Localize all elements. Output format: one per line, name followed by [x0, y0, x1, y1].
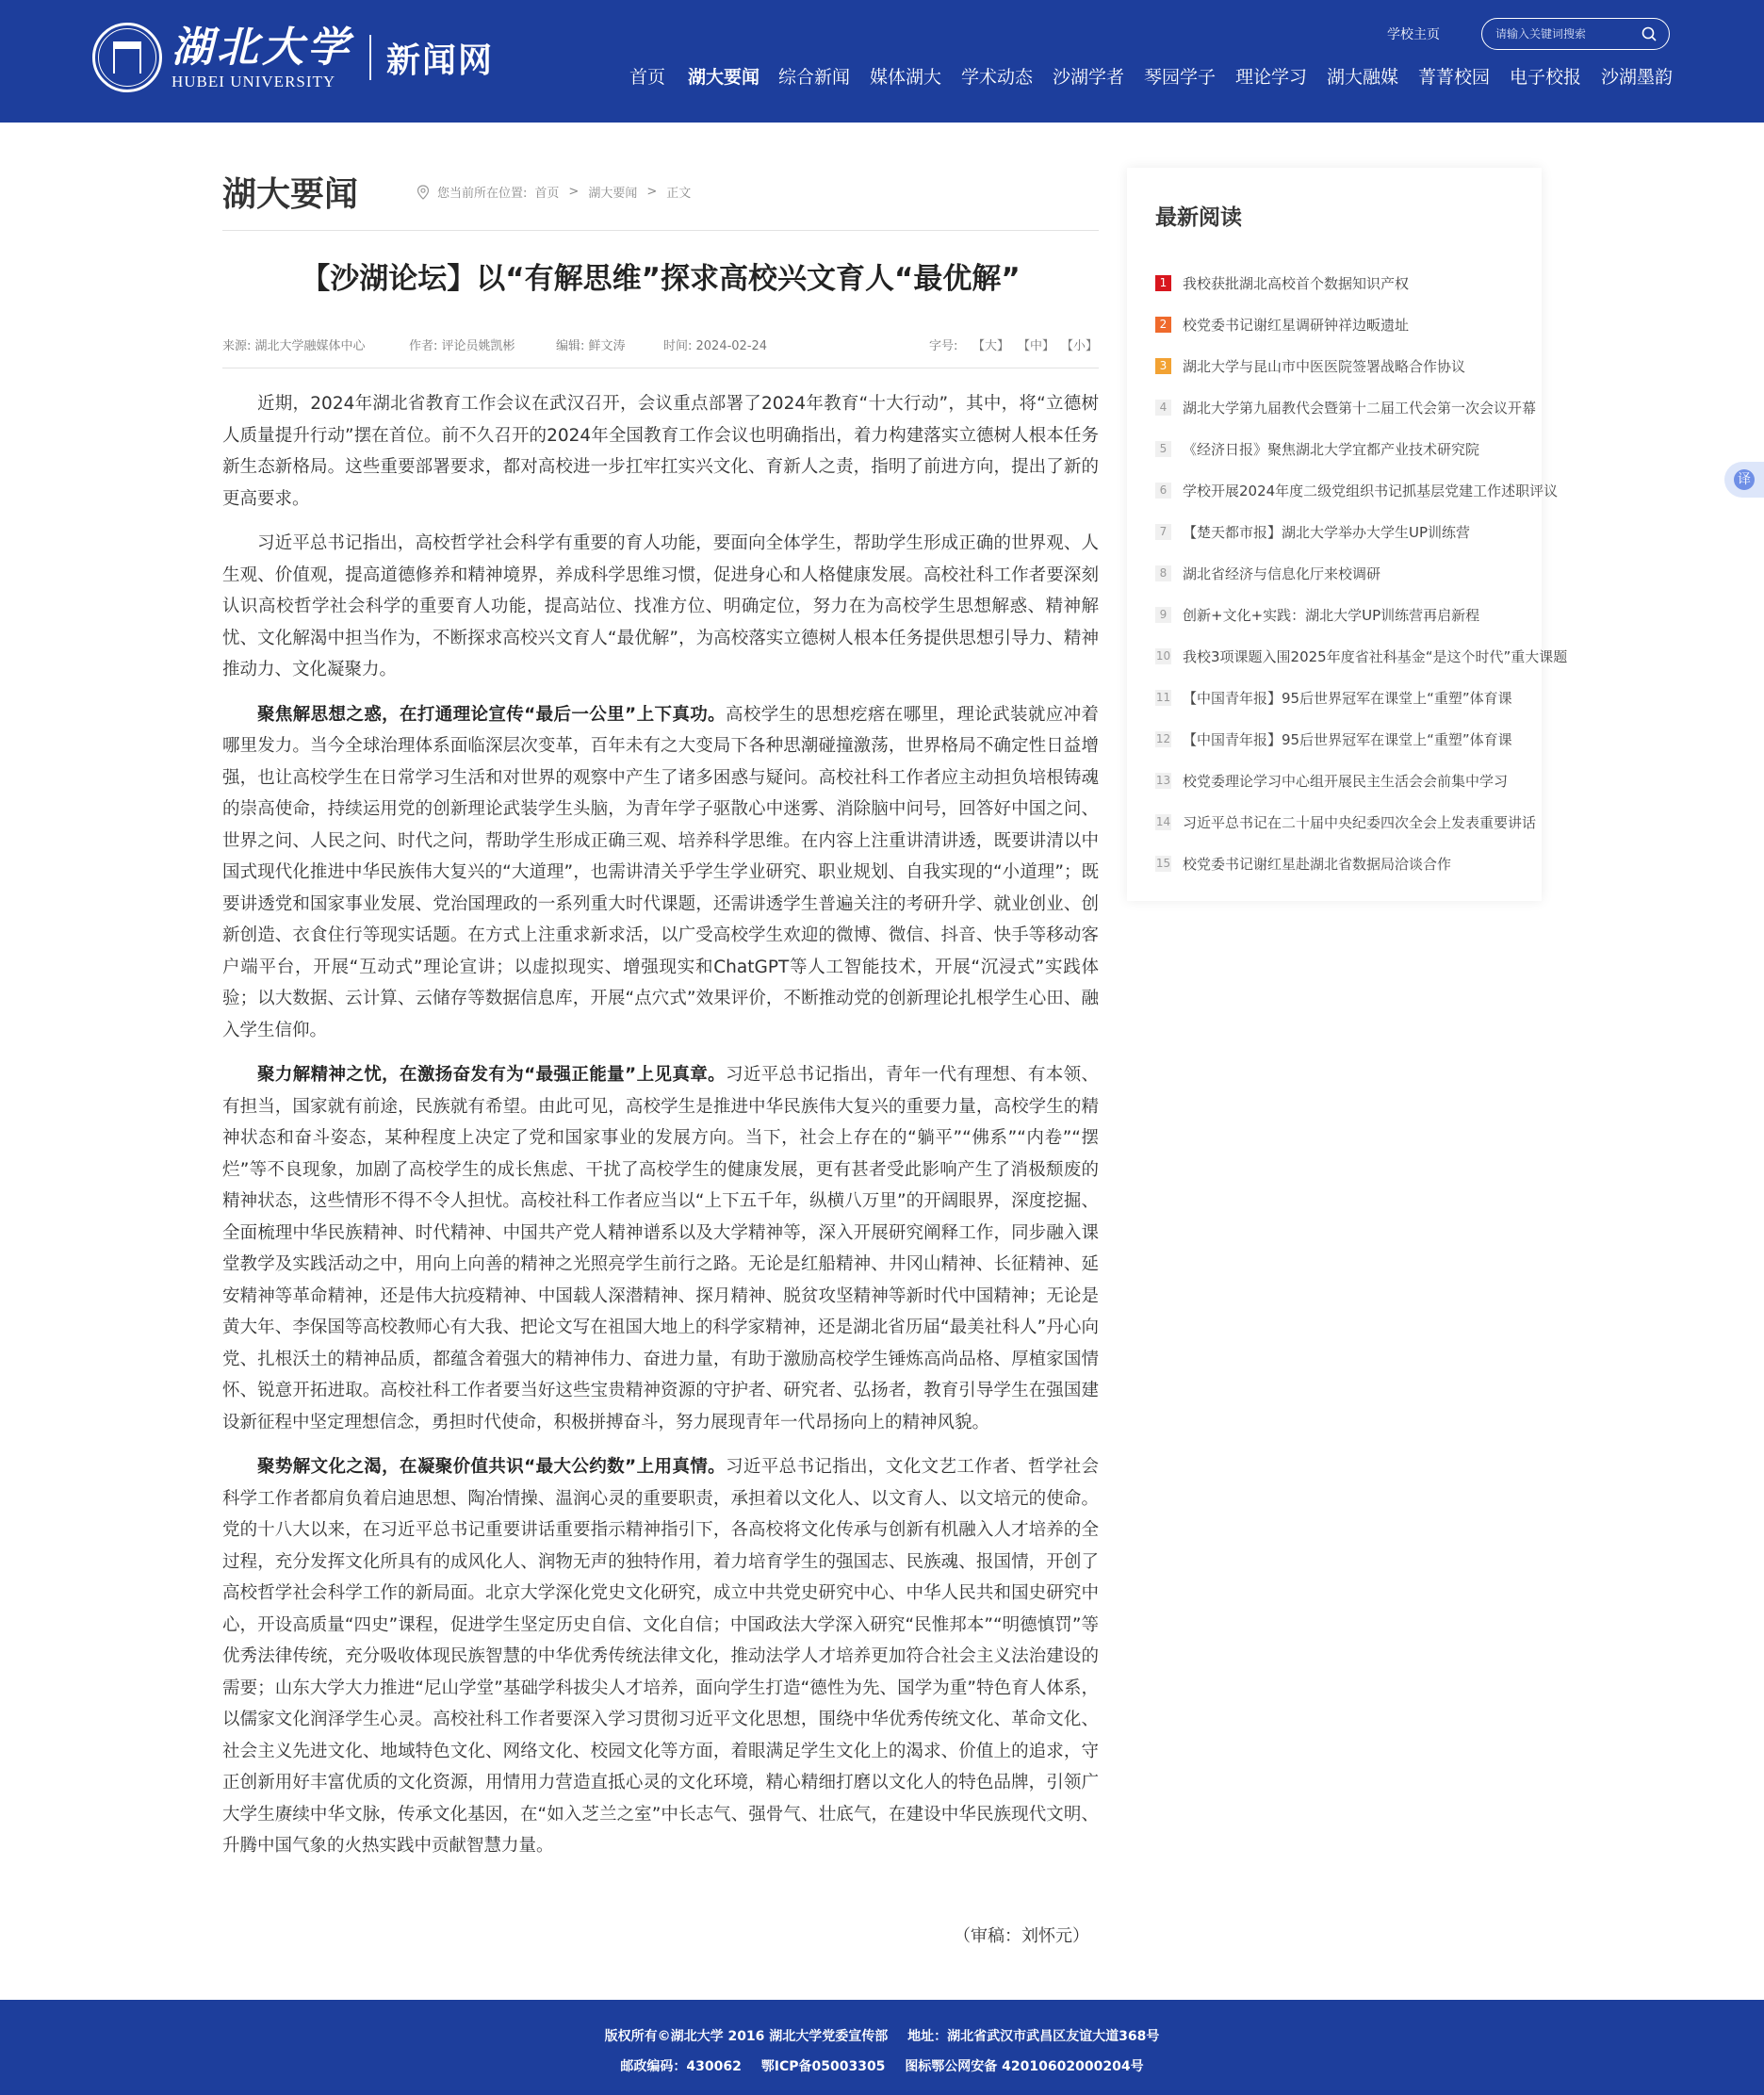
rank-badge: 13 [1155, 773, 1171, 787]
search-icon[interactable] [1642, 26, 1657, 41]
article-paragraph: 聚势解文化之渴，在凝聚价值共识“最大公约数”上用真情。习近平总书记指出，文化文艺工作者、哲学社会科学工作者都肩负着启迪思想、陶冶情操、温润心灵的重要职责，承担着以文化人、以文育人、以文培元的使命。党的十八大以来，在习近平总书记重要讲话重要指示精神指引下，各高校将文化传承与创新有机融入人才培养的全过程，充分发挥文化所具有的成风化人、润物无声的独特作用，着力培育学生的强国志、民族魂、报国情，开创了高校哲学社会科学工作的新局面。北京大学深化党史文化研究，成立中共党史研究中心、中华人民共和国史研究中心，开设高质量“四史”课程，促进学生坚定历史自信、文化自信；中国政法大学深入研究“民惟邦本”“明德慎罚”等优秀法律传统，充分吸收体现民族智慧的中华优秀传统法律文化，推动法学人才培养更加符合社会主义法治建设的需要；山东大学大力推进“尼山学堂”基础学科拔尖人才培养，面向学生打造“德性为先、国学为重”特色育人体系，以儒家文化润泽学生心灵。高校社科工作者要深入学习贯彻习近平文化思想，围绕中华优秀传统文化、革命文化、社会主义先进文化、地域特色文化、网络文化、校园文化等方面，着眼满足学生文化上的渴求、价值上的追求，守正创新用好丰富优质的文化资源，用情用力营造直抵心灵的文化环境，精心精细打磨以文化人的特色品牌，引领广大学生赓续中华文脉，传承文化基因，在“如入芝兰之室”中长志气、强骨气、壮底气，在建设中华民族现代文明、升腾中国气象的火热实践中贡献智慧力量。 [222, 1457, 1099, 1856]
list-item-link[interactable]: 校党委理论学习中心组开展民主生活会会前集中学习 [1183, 772, 1509, 790]
footer-line-1 [0, 2026, 1764, 2045]
list-item[interactable] [1155, 552, 1523, 594]
list-item-link[interactable]: 习近平总书记在二十届中央纪委四次全会上发表重要讲话 [1183, 813, 1537, 831]
footer-icp[interactable]: 鄂ICP备05003305 [760, 2059, 886, 2074]
footer-line-2 [0, 2056, 1764, 2075]
list-item[interactable] [1155, 677, 1523, 718]
article-paragraph: 近期，2024年湖北省教育工作会议在武汉召开，会议重点部署了2024年教育“十大行动”，其中，将“立德树人质量提升行动”摆在首位。前不久召开的2024年全国教育工作会议也明确指出，着力构建落实立德树人根本任务新生态新格局。这些重要部署要求，都对高校进一步扛牢扛实兴文化、育新人之责，指明了前进方向，提出了新的更高要求。 [222, 394, 1099, 509]
site-name: 新闻网 [386, 41, 495, 80]
nav-item-general-news[interactable]: 综合新闻 [778, 67, 851, 88]
nav-item-home[interactable]: 首页 [629, 67, 666, 88]
site-header [0, 0, 1764, 123]
list-item[interactable] [1155, 345, 1523, 386]
section-title: 湖大要闻 [222, 175, 359, 214]
list-item[interactable] [1155, 428, 1523, 469]
article-body [222, 388, 1099, 1875]
footer-postcode: 邮政编码：430062 [620, 2059, 742, 2074]
translate-icon: 译 [1734, 469, 1755, 490]
nav-item-theory[interactable]: 理论学习 [1235, 67, 1308, 88]
list-item-link[interactable]: 创新+文化+实践：湖北大学UP训练营再启新程 [1183, 606, 1480, 624]
nav-item-scholars[interactable]: 沙湖学者 [1053, 67, 1125, 88]
list-item-link[interactable]: 湖北省经济与信息化厅来校调研 [1183, 565, 1381, 582]
logo-chinese-name: 湖北大学 [172, 24, 352, 72]
translate-button[interactable] [1724, 462, 1764, 498]
list-item[interactable] [1155, 801, 1537, 843]
list-item-link[interactable]: 湖北大学与昆山市中医医院签署战略合作协议 [1183, 357, 1466, 375]
list-item[interactable] [1155, 760, 1523, 801]
rank-badge: 11 [1155, 690, 1171, 704]
article-reviewer: （审稿：刘怀元） [954, 1926, 1089, 1946]
list-item-link[interactable]: 校党委书记谢红星赴湖北省数据局洽谈合作 [1183, 855, 1452, 873]
breadcrumb-separator: > [568, 185, 580, 199]
article-paragraph: 聚焦解思想之惑，在打通理论宣传“最后一公里”上下真功。高校学生的思想疙瘩在哪里，理论武装就应冲着哪里发力。当今全球治理体系面临深层次变革，百年未有之大变局下各种思潮碰撞激荡，世界格局不确定性日益增强，也让高校学生在日常学习生活和对世界的观察中产生了诸多困惑与疑问。高校社科工作者应主动担负培根铸魂的崇高使命，持续运用党的创新理论武装学生头脑，为青年学子驱散心中迷雾、消除脑中问号，回答好中国之问、世界之问、人民之问、时代之问，帮助学生形成正确三观、培养科学思维。在内容上注重讲清讲透，既要讲清以中国式现代化推进中华民族伟大复兴的“大道理”，也需讲清关乎学生学业研究、职业规划、自我实现的“小道理”；既要讲透党和国家事业发展、党治国理政的一系列重大时代课题，还需讲透学生普遍关注的考研升学、就业创业、创新创造、衣食住行等现实话题。在方式上注重求新求活，以广受高校学生欢迎的微博、微信、抖音、快手等移动客户端平台，开展“互动式”理论宣讲；以虚拟现实、增强现实和ChatGPT等人工智能技术，开展“沉浸式”实践体验；以大数据、云计算、云储存等数据信息库，开展“点穴式”效果评价，不断推动党的创新理论扎根学生心田、融入学生信仰。 [222, 704, 1099, 1040]
rank-badge: 7 [1155, 524, 1171, 540]
list-item[interactable] [1155, 262, 1523, 303]
article-source: 来源: 湖北大学融媒体中心 [222, 339, 366, 353]
school-home-link[interactable]: 学校主页 [1387, 27, 1440, 42]
latest-reading-list [1155, 262, 1568, 884]
list-item-link[interactable]: 【楚天都市报】湖北大学举办大学生UP训练营 [1183, 523, 1471, 541]
footer-police-record[interactable]: 图标鄂公网安备 42010602000204号 [905, 2059, 1144, 2074]
font-size-medium-button[interactable]: 【中】 [1018, 339, 1055, 353]
list-item[interactable] [1155, 469, 1559, 511]
site-footer [0, 2000, 1764, 2095]
main-nav [0, 63, 1764, 91]
font-size-small-button[interactable]: 【小】 [1061, 339, 1099, 353]
breadcrumb-prefix: 您当前所在位置: [437, 187, 528, 201]
logo-english-name: HUBEI UNIVERSITY [172, 73, 336, 90]
rank-badge: 12 [1155, 731, 1171, 745]
search-input[interactable] [1495, 25, 1637, 42]
article-paragraph: 聚力解精神之忧，在激扬奋发有为“最强正能量”上见真章。习近平总书记指出，青年一代有理想、有本领、有担当，国家就有前途，民族就有希望。由此可见，高校学生是推进中华民族伟大复兴的重要力量，高校学生的精神状态和奋斗姿态，某种程度上决定了党和国家事业的发展方向。当下，社会上存在的“躺平”“佛系”“内卷”“摆烂”等不良现象，加剧了高校学生的成长焦虑、干扰了高校学生的健康发展，更有甚者受此影响产生了消极颓废的精神状态，这些情形不得不令人担忧。高校社科工作者应当以“上下五千年，纵横八万里”的开阔眼界，深度挖掘、全面梳理中华民族精神、时代精神、中国共产党人精神谱系以及大学精神等，深入开展研究阐释工作，同步融入课堂教学及实践活动之中，用向上向善的精神之光照亮学生前行之路。无论是红船精神、井冈山精神、长征精神、延安精神等革命精神，还是伟大抗疫精神、中国载人深潜精神、探月精神、脱贫攻坚精神等新时代中国精神；无论是黄大年、李保国等高校教师心有大我、把论文写在祖国大地上的科学家精神，还是湖北省历届“最美社科人”丹心向党、扎根沃土的精神品质，都蕴含着强大的精神伟力、奋进力量，有助于激励高校学生锤炼高尚品格、厚植家国情怀、锐意开拓进取。高校社科工作者要当好这些宝贵精神资源的守护者、研究者、弘扬者，教育引导学生在强国建设新征程中坚定理想信念，勇担时代使命，积极拼搏奋斗，努力展现青年一代昂扬向上的精神风貌。 [222, 1065, 1099, 1432]
article-meta [222, 336, 1099, 354]
latest-reading-panel [1127, 168, 1568, 901]
rank-badge: 1 [1155, 275, 1171, 291]
list-item-link[interactable]: 学校开展2024年度二级党组织书记抓基层党建工作述职评议 [1183, 482, 1559, 499]
breadcrumb-current: 正文 [666, 187, 692, 201]
footer-address: 地址：湖北省武汉市武昌区友谊大道368号 [907, 2029, 1160, 2044]
nav-item-e-paper[interactable]: 电子校报 [1510, 67, 1582, 88]
article-paragraph: 习近平总书记指出，高校哲学社会科学有重要的育人功能，要面向全体学生，帮助学生形成正确的世界观、人生观、价值观，提高道德修养和精神境界，养成科学思维习惯，促进身心和人格健康发展。高校社科工作者要深刻认识高校哲学社会科学的重要育人功能，提高站位、找准方位、明确定位，努力在为高校学生思想解惑、精神解忧、文化解渴中担当作为，不断探求高校兴文育人“最优解”，为高校落实立德树人根本任务提供思想引导力、精神推动力、文化凝聚力。 [222, 533, 1099, 679]
rank-badge: 15 [1155, 856, 1171, 870]
nav-item-hubei-news[interactable]: 湖大要闻 [688, 67, 760, 88]
footer-copyright: 版权所有©湖北大学 2016 湖北大学党委宣传部 [604, 2029, 889, 2044]
breadcrumb-section[interactable]: 湖大要闻 [588, 187, 638, 201]
rank-badge: 9 [1155, 607, 1171, 623]
list-item[interactable] [1155, 718, 1523, 760]
list-item[interactable] [1155, 303, 1523, 345]
list-item-link[interactable]: 【中国青年报】95后世界冠军在课堂上“重塑”体育课 [1183, 730, 1512, 748]
list-item-link[interactable]: 校党委书记谢红星调研钟祥边畈遗址 [1183, 316, 1410, 334]
list-item[interactable] [1155, 594, 1523, 635]
list-item-link[interactable]: 我校获批湖北高校首个数据知识产权 [1183, 274, 1410, 292]
rank-badge: 10 [1155, 648, 1171, 663]
list-item[interactable] [1155, 843, 1523, 884]
list-item[interactable] [1155, 511, 1523, 552]
nav-item-convergence-media[interactable]: 湖大融媒 [1327, 67, 1399, 88]
rank-badge: 14 [1155, 814, 1171, 828]
nav-item-calligraphy[interactable]: 沙湖墨韵 [1601, 67, 1674, 88]
list-item-link[interactable]: 【中国青年报】95后世界冠军在课堂上“重塑”体育课 [1183, 689, 1512, 707]
divider [222, 230, 1099, 231]
rank-badge: 6 [1155, 483, 1171, 499]
article-author: 作者: 评论员姚凯彬 [409, 339, 515, 353]
location-pin-icon [416, 185, 430, 200]
list-item-link[interactable]: 《经济日报》聚焦湖北大学宜都产业技术研究院 [1183, 440, 1480, 458]
nav-item-academic[interactable]: 学术动态 [961, 67, 1034, 88]
font-size-large-button[interactable]: 【大】 [972, 339, 1010, 353]
list-item[interactable] [1155, 635, 1568, 677]
breadcrumb-home[interactable]: 首页 [534, 187, 560, 201]
nav-item-media[interactable]: 媒体湖大 [870, 67, 942, 88]
rank-badge: 3 [1155, 358, 1171, 374]
nav-item-campus[interactable]: 菁菁校园 [1418, 67, 1491, 88]
list-item-link[interactable]: 湖北大学第九届教代会暨第十二届工代会第一次会议开幕 [1183, 399, 1537, 417]
rank-badge: 4 [1155, 400, 1171, 416]
font-size-label: 字号: [929, 339, 958, 353]
search-box [1481, 18, 1670, 50]
sidebar-title: 最新阅读 [1155, 205, 1242, 230]
breadcrumb-separator: > [646, 185, 658, 199]
rank-badge: 8 [1155, 565, 1171, 581]
list-item[interactable] [1155, 386, 1537, 428]
rank-badge: 2 [1155, 317, 1171, 333]
breadcrumb [416, 183, 698, 201]
article-time: 时间: 2024-02-24 [663, 339, 768, 353]
list-item-link[interactable]: 我校3项课题入围2025年度省社科基金“是这个时代”重大课题 [1183, 647, 1568, 665]
article-editor: 编辑: 鲜文涛 [556, 339, 626, 353]
article-title: 【沙湖论坛】以“有解思维”探求高校兴文育人“最优解” [301, 262, 1021, 296]
nav-item-students[interactable]: 琴园学子 [1144, 67, 1217, 88]
rank-badge: 5 [1155, 441, 1171, 457]
